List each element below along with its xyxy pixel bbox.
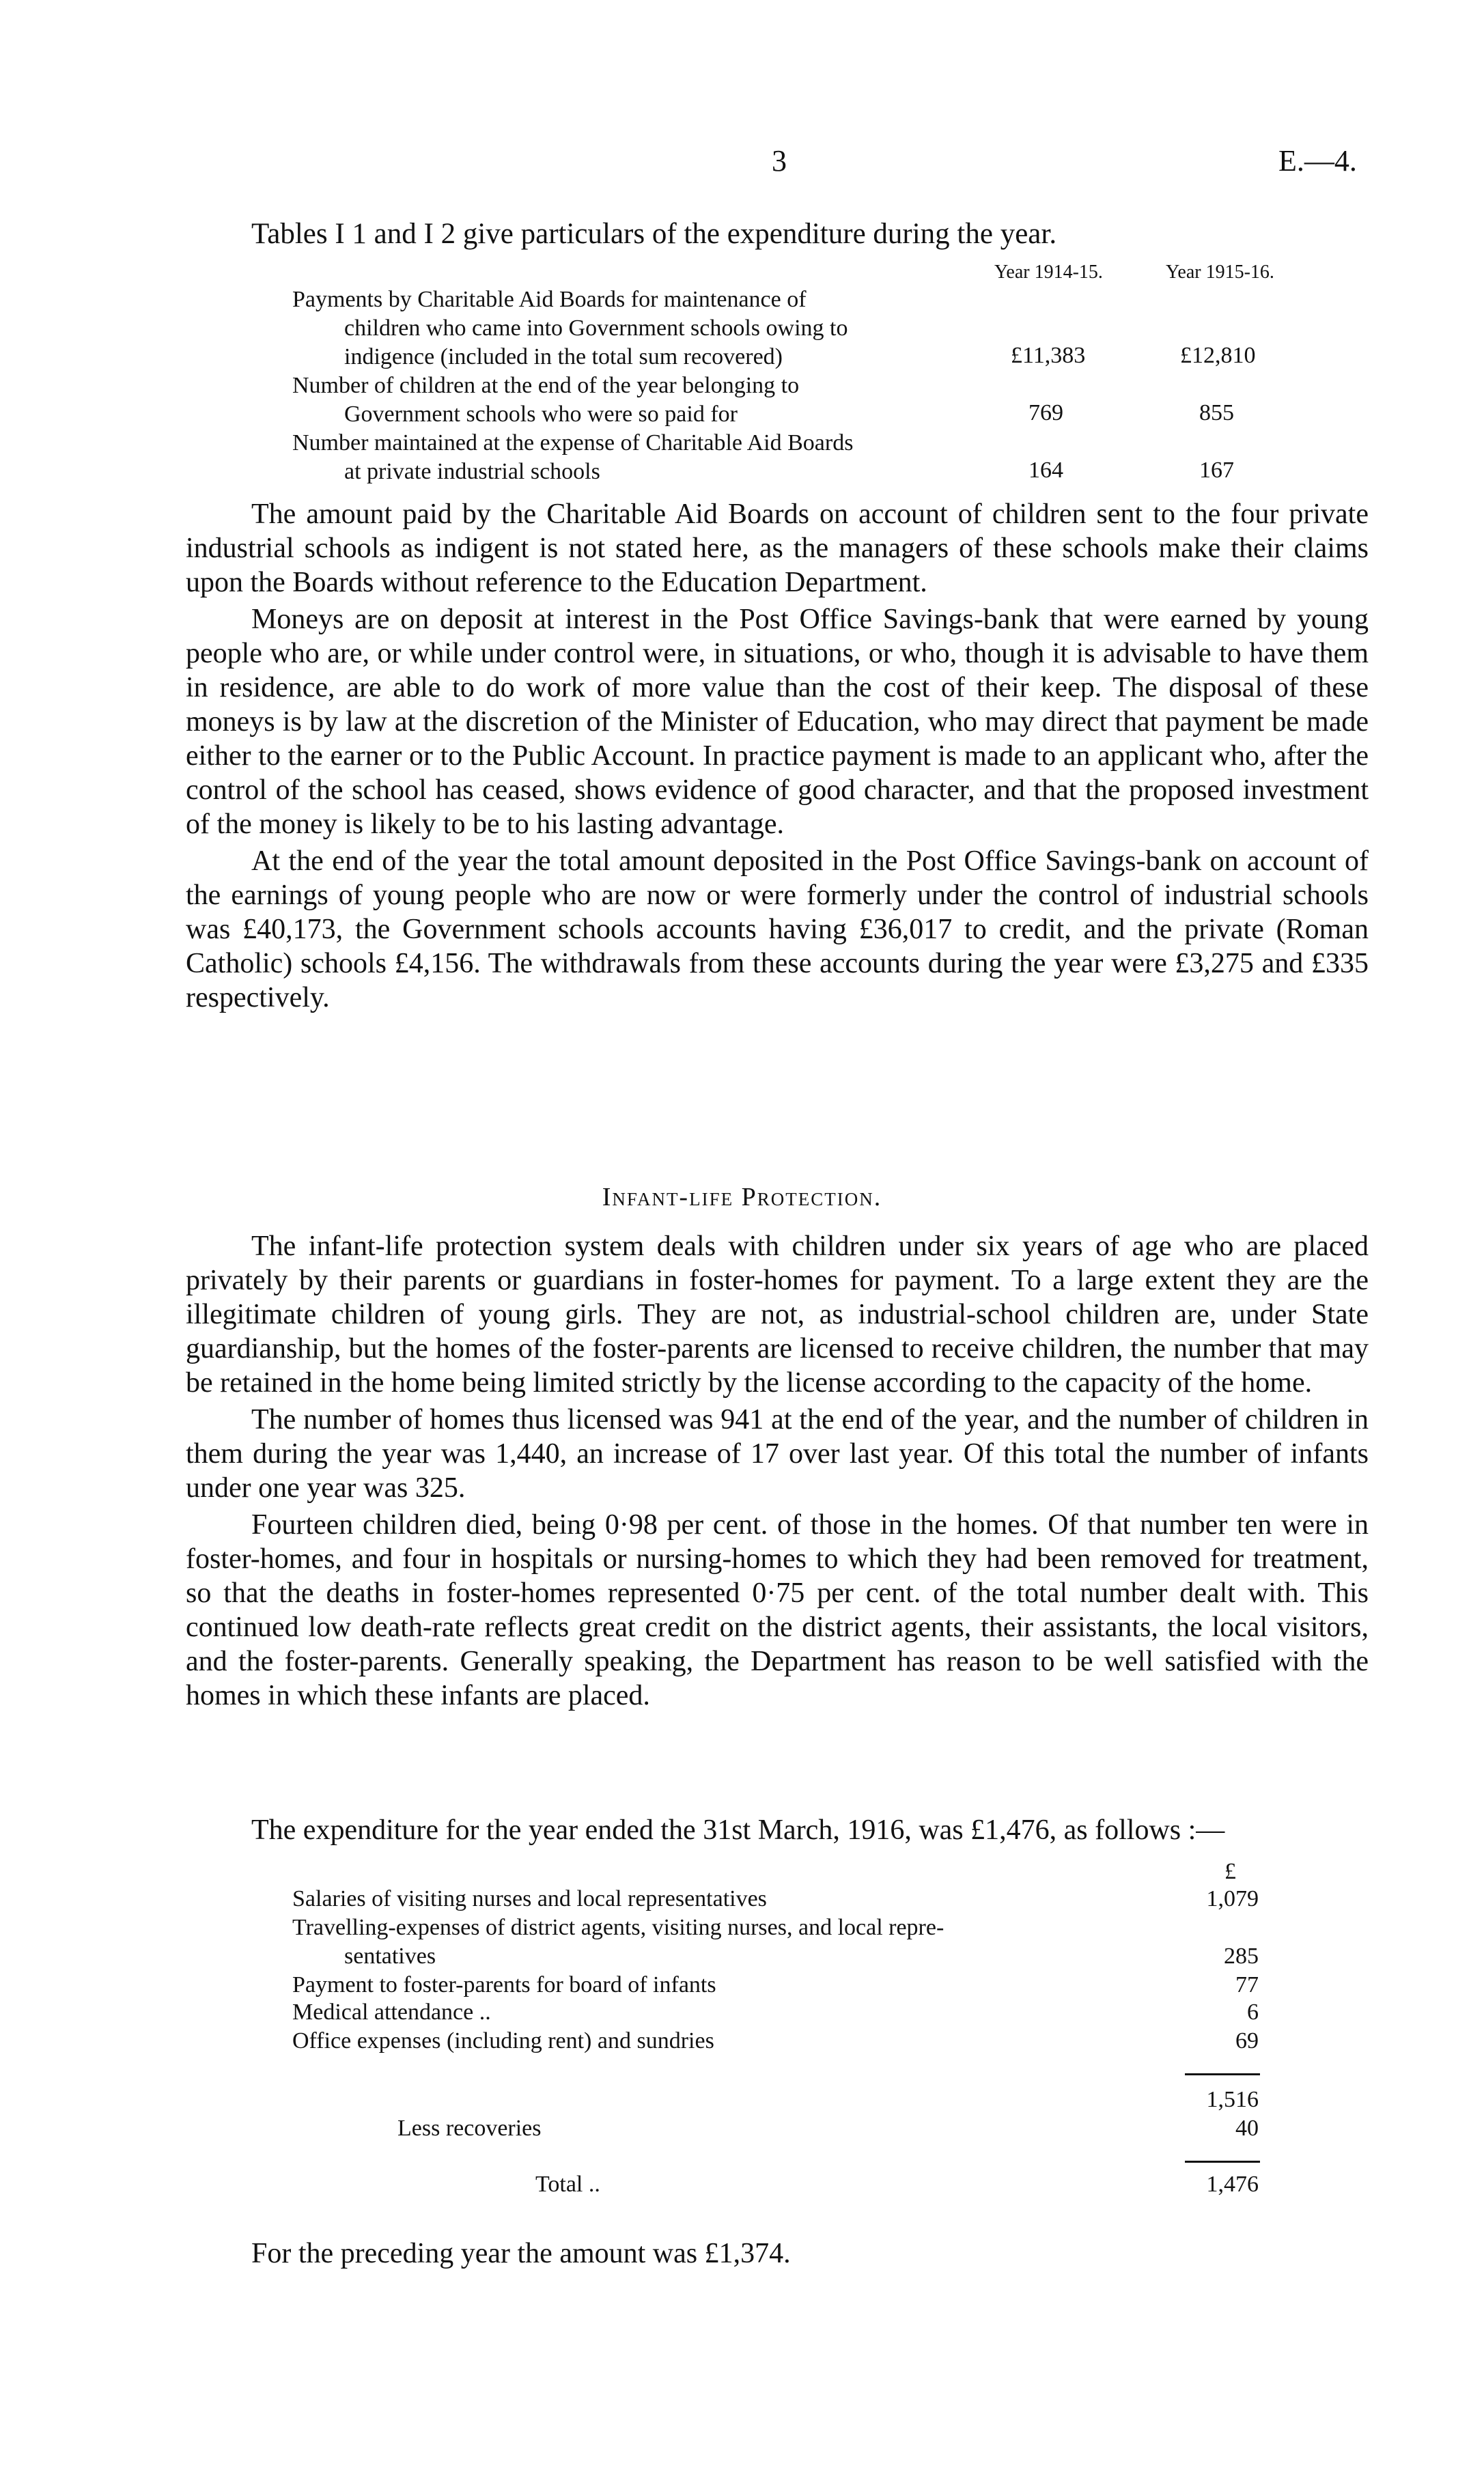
less-recoveries-label: Less recoveries bbox=[397, 2116, 542, 2141]
stats-value-private-1915: 167 bbox=[1199, 458, 1234, 483]
page-reference: E.—4. bbox=[1278, 144, 1357, 178]
stats-row-payments bbox=[292, 285, 975, 371]
section-heading: Infant-life Protection. bbox=[602, 1183, 882, 1211]
closing-line: For the preceding year the amount was £1,374. bbox=[251, 2238, 791, 2269]
total-label: Total .. bbox=[535, 2172, 600, 2197]
expenditure-value-salaries: 1,079 bbox=[1206, 1886, 1259, 1911]
stats-value-children-1915: 855 bbox=[1199, 400, 1234, 425]
expenditure-item-medical: Medical attendance .. bbox=[292, 2000, 491, 2025]
stats-value-children-1914: 769 bbox=[1028, 400, 1063, 425]
stats-row-payments-line1: Payments by Charitable Aid Boards for maintenance of bbox=[292, 287, 807, 312]
stats-row-payments-line3: indigence (included in the total sum recovered) bbox=[344, 344, 783, 369]
paragraph-deaths: Fourteen children died, being 0·98 per cent. of those in the homes. Of that number ten were in foster-homes, and four in hospitals or nursing-homes to which they had been removed for treatment, so that the deaths in foster-homes represented 0·75 per cent. of the total number dealt with. This continued low death-rate reflects great credit on the district agents, their assistants, the local visitors, and the foster-parents. Generally speaking, the Department has reason to be well satisfied with the homes in which these infants are placed. bbox=[186, 1509, 1369, 1711]
stats-value-payments-1915: £12,810 bbox=[1180, 343, 1256, 368]
expenditure-item-board: Payment to foster-parents for board of infants bbox=[292, 1972, 716, 1997]
total-value: 1,476 bbox=[1206, 2172, 1259, 2197]
stats-row-children-line1: Number of children at the end of the year belonging to bbox=[292, 373, 800, 398]
stats-row-private-schools bbox=[292, 429, 975, 486]
subtotal-rule bbox=[1185, 2073, 1260, 2075]
stats-value-private-1914: 164 bbox=[1028, 458, 1063, 483]
expenditure-item-travelling-cont: sentatives bbox=[344, 1944, 436, 1969]
expenditure-value-office: 69 bbox=[1235, 2028, 1259, 2053]
paragraph-charitable-aid: The amount paid by the Charitable Aid Boards on account of children sent to the four private industrial schools as indigent is not stated here, as the managers of these schools make their claims upon the Boards without reference to the Education Department. bbox=[186, 499, 1369, 598]
expenditure-item-travelling: Travelling-expenses of district agents, visiting nurses, and local repre- bbox=[292, 1915, 944, 1940]
expenditure-subtotal: 1,516 bbox=[1206, 2087, 1259, 2112]
paragraph-infant-life: The infant-life protection system deals with children under six years of age who are placed privately by their parents or guardians in foster-homes for payment. To a large extent they are the illegitimate children of young girls. They are not, as industrial-school children are, under State guardianship, but the homes of the foster-parents are licensed to receive children, the number that may be retained in the home being limited strictly by the license according to the capacity of the home. bbox=[186, 1231, 1369, 1399]
stats-row-children-line2: Government schools who were so paid for bbox=[344, 402, 738, 427]
expenditure-value-board: 77 bbox=[1235, 1972, 1259, 1997]
stats-row-children-number bbox=[292, 371, 975, 429]
expenditure-item-office: Office expenses (including rent) and sundries bbox=[292, 2028, 714, 2053]
intro-line: Tables I 1 and I 2 give particulars of the expenditure during the year. bbox=[251, 218, 1057, 250]
stats-value-payments-1914: £11,383 bbox=[1011, 343, 1086, 368]
stats-row-private-line2: at private industrial schools bbox=[344, 459, 600, 484]
currency-symbol: £ bbox=[1224, 1859, 1236, 1884]
total-rule bbox=[1185, 2161, 1260, 2163]
stats-row-private-line1: Number maintained at the expense of Charitable Aid Boards bbox=[292, 430, 854, 455]
expenditure-value-medical: 6 bbox=[1247, 2000, 1259, 2025]
page-number: 3 bbox=[772, 144, 787, 178]
expenditure-value-travelling: 285 bbox=[1224, 1944, 1259, 1969]
stats-col-header-1914: Year 1914-15. bbox=[994, 262, 1103, 283]
stats-row-payments-line2: children who came into Government schools owing to bbox=[344, 315, 848, 341]
paragraph-licensed-homes: The number of homes thus licensed was 941 at the end of the year, and the number of children in them during the year was 1,440, an increase of 17 over last year. Of this total the number of infants under one year was 325. bbox=[186, 1404, 1369, 1504]
paragraph-savings-bank: Moneys are on deposit at interest in the Post Office Savings-bank that were earned by young people who are, or while under control were, in situations, or who, though it is advisable to have them in residence, are able to do work of more value than the cost of their keep. The disposal of these moneys is by law at the discretion of the Minister of Education, who may direct that payment be made either to the earner or to the Public Account. In practice payment is made to an applicant who, after the control of the school has ceased, shows evidence of good character, and that the proposed investment of the money is likely to be to his lasting advantage. bbox=[186, 604, 1369, 840]
less-recoveries-value: 40 bbox=[1235, 2116, 1259, 2141]
paragraph-deposits: At the end of the year the total amount deposited in the Post Office Savings-bank on account of the earnings of young people who are now or were formerly under the control of industrial schools was £40,173, the Government schools accounts having £36,017 to credit, and the private (Roman Catholic) schools £4,156. The withdrawals from these accounts during the year were £3,275 and £335 respectively. bbox=[186, 845, 1369, 1013]
expenditure-intro: The expenditure for the year ended the 31st March, 1916, was £1,476, as follows :— bbox=[251, 1814, 1225, 1846]
expenditure-item-salaries: Salaries of visiting nurses and local representatives bbox=[292, 1886, 767, 1911]
stats-col-header-1915: Year 1915-16. bbox=[1166, 262, 1274, 283]
